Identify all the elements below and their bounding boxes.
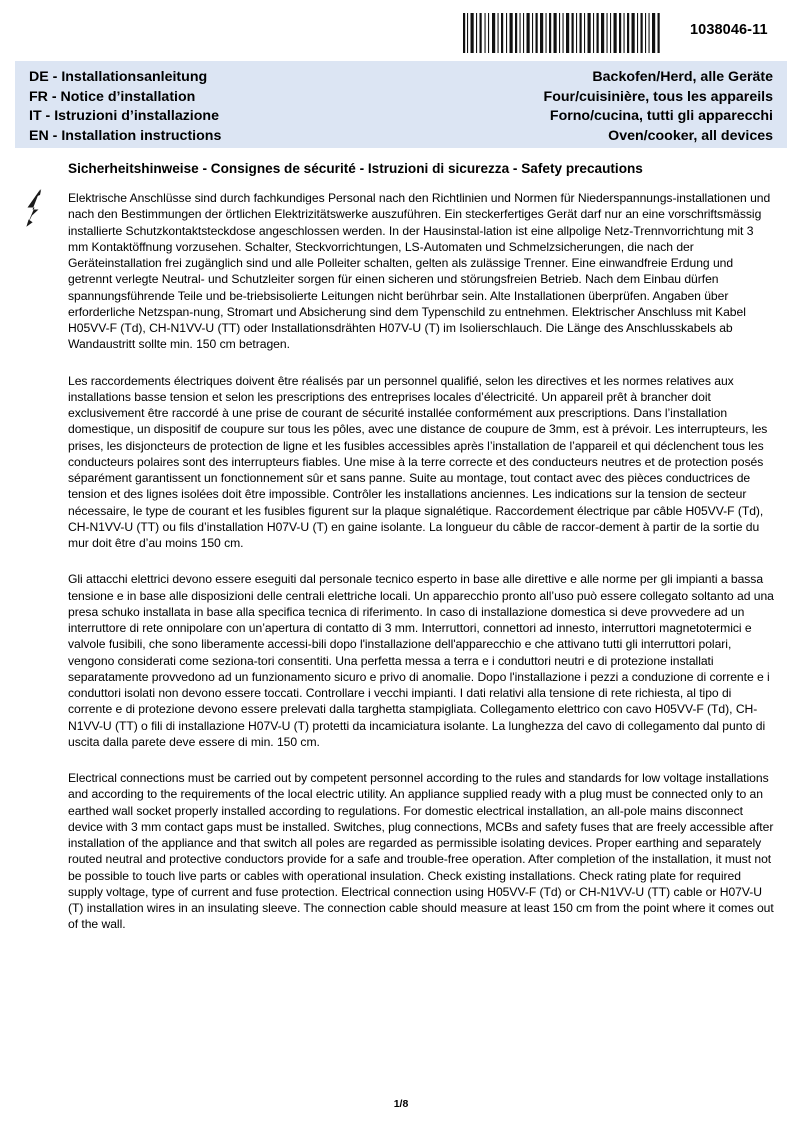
language-row-de — [29, 68, 773, 88]
language-row-fr-label: FR - Notice d’installation — [29, 88, 196, 105]
language-row-fr-product: Four/cuisinière, tous les appareils — [543, 88, 773, 105]
language-row-fr — [29, 88, 773, 108]
language-row-en-label: EN - Installation instructions — [29, 127, 222, 144]
language-row-en — [29, 127, 773, 147]
barcode-icon — [463, 13, 660, 53]
paragraph-english: Electrical connections must be carried out by competent personnel according to the rules and standards for low voltage installations and according to the requirements of the local electric utility. An appliance supplied ready with a plug must be connected only to an earthed wall socket properly installed according to regulations. For domestic electrical installation, an all-pole mains disconnect device with 3 mm contact gaps must be installed. Switches, plug connections, MCBs and safety fuses that are freely accessible after installation of the appliance and that switch all poles are regarded as permissible isolating devices. Proper earthing and separately routed neutral and protective conductors provide for a safe and trouble-free operation. After completion of the installation, it must not be possible to touch live parts or cables with operational insulation. Check existing installations. Check rating plate for required supply voltage, type of current and fuse protection. Electrical connection using H05VV-F (Td) or CH-N1VV-U (TT) cable or H07V-U (T) installation wires in an insulating sleeve. The connection cable should measure at least 150 cm from the point where it comes out of the wall. — [68, 771, 774, 932]
paragraph-french: Les raccordements électriques doivent être réalisés par un personnel qualifié, selon les directives et les normes relatives aux installations basse tension et selon les prescriptions des entreprises locales d’électricité. Un appareil prêt à brancher doit exclusivement être raccordé à une prise de courant de sécurité installée conformément aux prescriptions. Dans l’installation domestique, un dispositif de coupure sur tous les pôles, avec une distance de coupure de 3mm, est à prévoir. Les interrupteurs, les prises, les disjoncteurs de protection de ligne et les fusibles accessibles après l’installation de l’appareil et qui déclenchent tous les conducteurs polaires sont des interrupteurs fiables. Une mise à la terre correcte et des conducteurs neutres et de protection posés séparément garantissent un fonctionnement sûr et sans panne. Suite au montage, tout contact avec des pièces conductrices de tension et des lignes isolées doit être impossible. Contrôler les installations anciennes. Les indications sur la tension de secteur nécessaire, le type de courant et les fusibles figurent sur la plaque signalétique. Raccordement électrique par câble H05VV-F (Td), CH-N1VV-U (TT) ou fils d’installation H07V-U (T) en gaine isolante. La longueur du câble de raccor-dement à partir de la sortie du mur doit être d’au moins 150 cm. — [68, 373, 768, 550]
language-row-it-label: IT - Istruzioni d’installazione — [29, 108, 219, 125]
language-row-en-product: Oven/cooker, all devices — [608, 127, 773, 144]
language-row-it-product: Forno/cucina, tutti gli apparecchi — [549, 108, 773, 125]
safety-precautions-section — [68, 160, 774, 933]
language-row-de-label: DE - Installationsanleitung — [29, 69, 208, 85]
paragraph-german: Elektrische Anschlüsse sind durch fachkundiges Personal nach den Richtlinien und Normen für Niederspannungs-installationen und nach den Bestimmungen der örtlichen Elektrizitätswerke auszuführen. Ein steckerfertiges Gerät darf nur an eine vorschriftsmässig installierte Schutzkontaktsteckdose angeschlossen werden. In der Hausinstal-lation ist eine allpolige Netz-Trennvorrichtung mit 3 mm Kontaktöffnung vorzusehen. Schalter, Steckvorrichtungen, LS-Automaten und Schmelzsicherungen, die nach der Geräteinstallation frei zugänglich sind und alle Polleiter schalten, gelten als zulässige Trenner. Eine einwandfreie Erdung und getrennt verlegte Neutral- und Schutzleiter sorgen für einen sicheren und störungsfreien Betrieb. Nach dem Einbau dürfen spannungsführende Teile und be-triebsisolierte Leitungen nicht berührbar sein. Alte Installationen überprüfen. Angaben über erforderliche Netzspan-nung, Stromart und Absicherung sind dem Typenschild zu entnehmen. Elektrischer Anschluss mit Kabel H05VV-F (Td), CH-N1VV-U (TT) oder Installationsdrähten H07V-U (T) im Isolierschlauch. Die Länge des Anschlusskabels ab Wandaustritt sollte min. 150 cm betragen. — [68, 191, 771, 352]
language-title-box — [15, 61, 787, 148]
language-row-de-product: Backofen/Herd, alle Geräte — [592, 69, 773, 85]
document-number: 1038046-11 — [690, 22, 768, 38]
document-header-bar — [0, 10, 802, 54]
page-title: Sicherheitshinweise - Consignes de sécurité - Istruzioni di sicurezza - Safety precautions — [68, 161, 643, 176]
language-row-it — [29, 107, 773, 127]
page-number-footer: 1/8 — [393, 1098, 409, 1110]
lightning-bolt-icon — [24, 188, 50, 228]
paragraph-italian: Gli attacchi elettrici devono essere eseguiti dal personale tecnico esperto in base alle direttive e alle norme per gli impianti a bassa tensione e in base alle disposizioni delle centrali elettriche locali. Un apparecchio pronto all’uso può essere collegato soltanto ad una presa schuko installata in base alla specifica tecnica di riferimento. In caso di installazione domestica si deve provvedere ad un interruttore di rete onnipolare con un’apertura di contatto di 3 mm. Interruttori, connettori ad innesto, interruttori magnetotermici e valvole fusibili, che sono liberamente accessi-bili dopo l'installazione dell'apparecchio e che attivano tutti gli interruttori polari, vengono considerati come seziona-tori consentiti. Una perfetta messa a terra e i conduttori neutri e di protezione installati separatamente provvedono ad un funzionamento sicuro e privo di anomalie. Dopo l'installazione i pezzi a conduzione di corrente e i conduttori isolati non devono essere toccati. Controllare i vecchi impianti. I dati relativi alla tensione di rete richiesta, al tipo di corrente e di protezione devono essere prelevati dalla targhetta stampigliata. Collegamento elettrico con cavo H05VV-F (Td), CH-N1VV-U (TT) o fili di installazione H07V-U (T) protetti da incamiciatura isolante. La lunghezza del cavo di collegamento dal punto di uscita dalla parete deve essere di min. 150 cm. — [68, 572, 774, 749]
